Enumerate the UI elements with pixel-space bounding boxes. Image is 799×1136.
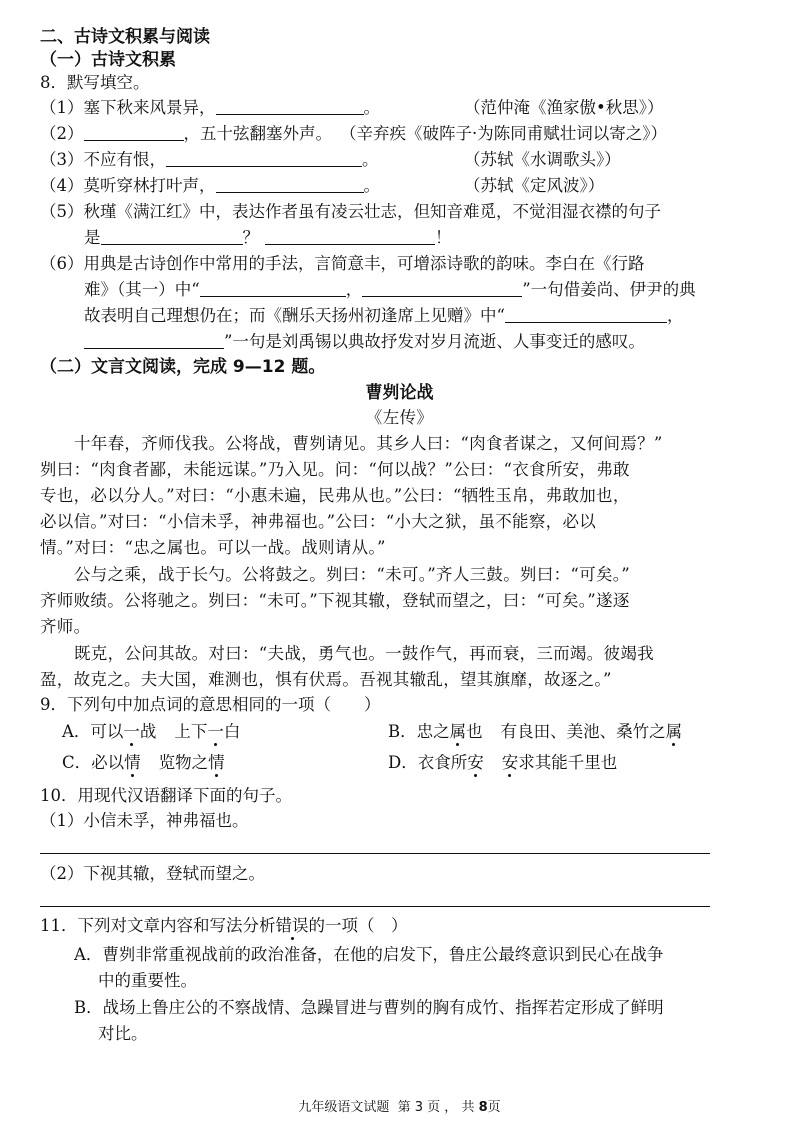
q8-item-3-text: （3）不应有恨， xyxy=(40,150,166,169)
q8-item-1 xyxy=(40,97,380,119)
option-text: 衣食所 xyxy=(417,753,468,772)
answer-blank[interactable] xyxy=(216,98,364,115)
passage-line: 齐师。 xyxy=(40,617,91,636)
dotted-word: 属 xyxy=(665,722,683,741)
q10-stem: 10．用现代汉语翻译下面的句子。 xyxy=(40,786,292,805)
q8-item-4 xyxy=(40,175,380,197)
answer-blank[interactable] xyxy=(84,332,224,349)
subsection-title-poetry: （一）古诗文积累 xyxy=(40,50,176,70)
q8-item-6-text: ， xyxy=(345,280,363,299)
subsection-title-classical: （二）文言文阅读，完成 9—12 题。 xyxy=(40,357,326,377)
answer-blank[interactable] xyxy=(505,306,667,323)
q11-stem xyxy=(40,915,408,937)
q8-item-2 xyxy=(40,123,332,145)
option-text: 览物之 xyxy=(158,753,209,772)
footer-total-count: 8 xyxy=(478,1100,488,1115)
q8-item-1-text: （1）塞下秋来风景异， xyxy=(40,98,216,117)
q11-option-a-line1[interactable]: A．曹刿非常重视战前的政治准备，在他的启发下，鲁庄公最终意识到民心在战争 xyxy=(74,945,664,964)
passage-line: 齐师败绩。公将驰之。刿曰：“未可。”下视其辙，登轼而望之，曰：“可矣。”遂逐 xyxy=(40,591,630,610)
answer-blank[interactable] xyxy=(166,150,362,167)
passage-title: 曹刿论战 xyxy=(365,383,434,403)
option-label: A． xyxy=(62,722,91,741)
q8-item-5-pre: 是 xyxy=(84,228,101,247)
answer-blank[interactable] xyxy=(101,228,243,245)
passage-line: 必以信。”对曰：“小信未孚，神弗福也。”公曰：“小大之狱，虽不能察，必以 xyxy=(40,512,597,531)
dotted-word: 一 xyxy=(207,722,224,741)
answer-blank[interactable] xyxy=(216,176,364,193)
q9-option-c[interactable] xyxy=(62,752,225,774)
option-text: 可以 xyxy=(90,722,124,741)
q8-item-3 xyxy=(40,149,379,171)
dotted-word: 一 xyxy=(123,722,140,741)
q9-stem: 9．下列句中加点词的意思相同的一项（ ） xyxy=(40,695,381,714)
section-title: 二、古诗文积累与阅读 xyxy=(40,27,210,47)
option-text: 求其能千里也 xyxy=(518,753,618,772)
dotted-word: 安 xyxy=(501,753,519,772)
q8-item-1-source: （范仲淹《渔家傲•秋思》） xyxy=(464,98,664,117)
option-label: D． xyxy=(388,753,418,772)
q8-item-5-mid: ？ xyxy=(242,228,259,247)
option-text: 白 xyxy=(223,722,241,741)
footer-exam-name: 九年级语文试题 xyxy=(298,1100,390,1115)
option-text: 也 xyxy=(466,722,483,741)
footer-page: 第 3 页 ， xyxy=(397,1100,458,1115)
q8-item-6-text: 故表明自己理想仍在；而《酬乐天扬州初逢席上见赠》中“ xyxy=(84,306,505,325)
answer-line[interactable] xyxy=(40,906,710,907)
q9-option-b[interactable] xyxy=(388,721,682,743)
q8-item-6-line3 xyxy=(84,305,683,327)
dotted-word: 安 xyxy=(467,753,484,772)
passage-source: 《左传》 xyxy=(365,408,434,427)
page-footer xyxy=(0,1096,799,1115)
q8-item-5-end: ！ xyxy=(435,228,452,247)
dotted-word: 情 xyxy=(208,753,225,772)
q11-option-b-line2: 对比。 xyxy=(98,1024,148,1043)
q8-item-3-end: 。 xyxy=(362,150,379,169)
dotted-word: 情 xyxy=(124,753,141,772)
passage-line: 盈，故克之。夫大国，难测也，惧有伏焉。吾视其辙乱，望其旗靡，故逐之。” xyxy=(40,670,612,689)
q8-item-6-text: ， xyxy=(666,306,684,325)
option-label: B． xyxy=(388,722,417,741)
option-text: 有良田、美池、桑竹之 xyxy=(500,722,666,741)
q8-item-6-line1: （6）用典是古诗创作中常用的手法，言简意丰，可增添诗歌的韵味。李白在《行路 xyxy=(40,254,645,273)
q11-option-b-line1[interactable]: B．战场上鲁庄公的不察战情、急躁冒进与曹刿的胸有成竹、指挥若定形成了鲜明 xyxy=(74,998,664,1017)
passage-line: 公与之乘，战于长勺。公将鼓之。刿曰：“未可。”齐人三鼓。刿曰：“可矣。” xyxy=(74,565,631,584)
q10-sentence-2: （2）下视其辙，登轼而望之。 xyxy=(40,864,265,883)
q8-item-2-num: （2） xyxy=(40,124,84,143)
q8-item-1-end: 。 xyxy=(363,98,380,117)
passage-line: 情。”对曰：“忠之属也。可以一战。战则请从。” xyxy=(40,538,386,557)
q11-option-a-line2: 中的重要性。 xyxy=(98,971,197,990)
q11-stem-text: 11．下列对文章内容和写法分析 xyxy=(40,916,276,935)
q11-stem-text: 的一项（ ） xyxy=(308,916,408,935)
q9-option-a[interactable] xyxy=(62,721,240,743)
q8-item-5-line1: （5）秋瑾《满江红》中，表达作者虽有凌云壮志，但知音难觅，不觉泪湿衣襟的句子 xyxy=(40,202,661,221)
q8-item-5-line2 xyxy=(84,227,452,249)
answer-blank[interactable] xyxy=(362,280,522,297)
q8-item-6-line4 xyxy=(84,331,645,353)
q8-stem: 8．默写填空。 xyxy=(40,73,150,92)
passage-line: 专也，必以分人。”对曰：“小惠未遍，民弗从也。”公曰：“牺牲玉帛，弗敢加也， xyxy=(40,486,630,505)
q8-item-6-line2 xyxy=(84,279,696,301)
q8-item-6-text: 难》（其一）中“ xyxy=(84,280,200,299)
passage-line: 十年春，齐师伐我。公将战，曹刿请见。其乡人曰：“肉食者谋之，又何间焉？” xyxy=(74,434,663,453)
option-text: 战 xyxy=(139,722,157,741)
q10-sentence-1: （1）小信未孚，神弗福也。 xyxy=(40,811,249,830)
footer-total-unit: 页 xyxy=(487,1100,501,1115)
answer-blank[interactable] xyxy=(84,124,184,141)
passage-line: 刿曰：“肉食者鄙，未能远谋。”乃入见。问：“何以战？”公曰：“衣食所安，弗敢 xyxy=(40,460,630,479)
q8-item-6-text: ”一句借姜尚、伊尹的典 xyxy=(522,280,696,299)
passage-line: 既克，公问其故。对曰：“夫战，勇气也。一鼓作气，再而衰，三而竭。彼竭我 xyxy=(74,644,654,663)
footer-total-label: 共 xyxy=(461,1100,479,1115)
answer-blank[interactable] xyxy=(265,228,435,245)
option-text: 忠之 xyxy=(416,722,450,741)
answer-blank[interactable] xyxy=(200,280,346,297)
q8-item-6-text: ”一句是刘禹锡以典故抒发对岁月流逝、人事变迁的感叹。 xyxy=(224,332,645,351)
q8-item-4-text: （4）莫听穿林打叶声， xyxy=(40,176,216,195)
q8-item-3-source: （苏轼《水调歌头》） xyxy=(464,150,621,169)
q8-item-4-end: 。 xyxy=(363,176,380,195)
option-text: 必以 xyxy=(91,753,125,772)
dotted-word: 错误 xyxy=(275,916,309,935)
q8-item-4-source: （苏轼《定风波》） xyxy=(464,176,605,195)
q9-option-d[interactable] xyxy=(388,752,617,774)
q8-item-2-text: ，五十弦翻塞外声。 xyxy=(183,124,332,143)
option-label: C． xyxy=(62,753,92,772)
answer-line[interactable] xyxy=(40,853,710,854)
dotted-word: 属 xyxy=(449,722,467,741)
q8-item-2-source: （辛弃疾《破阵子·为陈同甫赋壮词以寄之》） xyxy=(340,124,667,143)
option-text: 上下 xyxy=(174,722,208,741)
